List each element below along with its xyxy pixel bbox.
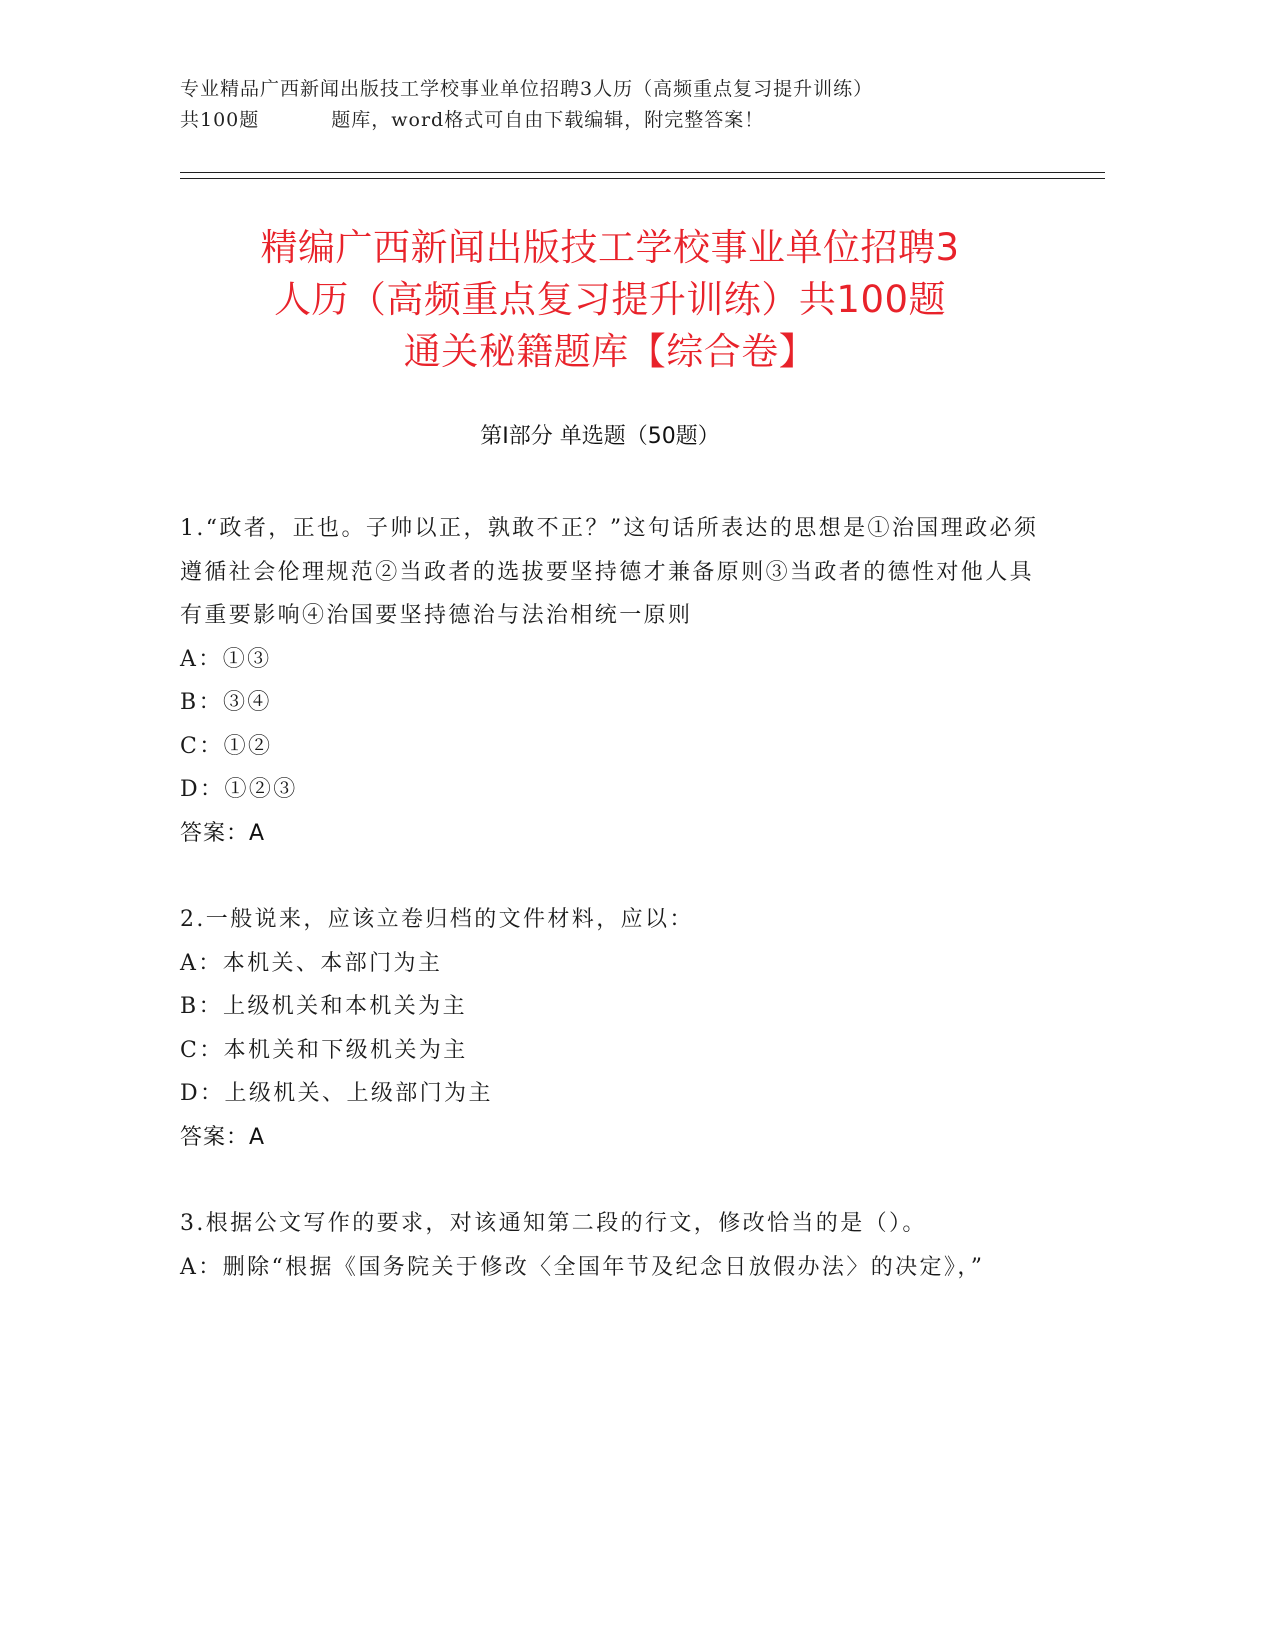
question-stem: 3.根据公文写作的要求，对该通知第二段的行文，修改恰当的是（）。 (180, 1211, 927, 1236)
option-b: B：上级机关和本机关为主 (180, 994, 467, 1019)
option-a: A：本机关、本部门为主 (180, 950, 443, 976)
option-c: C：①② (180, 733, 273, 759)
question-stem: 1.“政者，正也。子帅以正，孰敢不正？”这句话所表达的思想是①治国理政必须遵循社会伦理规范②当政者的选拔要坚持德才兼备原则③当政者的德性对他人具有重要影响④治国要坚持德治与法治相统一原则 (180, 516, 1039, 628)
question-1 (180, 507, 1040, 855)
question-list (180, 507, 1040, 1289)
question-3 (180, 1202, 1040, 1289)
header-divider-bottom (180, 178, 1105, 179)
title-line-3: 通关秘籍题库【综合卷】 (403, 330, 817, 373)
document-title (150, 222, 1070, 378)
section-heading: 第Ⅰ部分 单选题（50题） (480, 424, 720, 449)
option-b: B：③④ (180, 690, 272, 715)
option-d: D：上级机关、上级部门为主 (180, 1081, 493, 1106)
header-divider-top (180, 172, 1105, 173)
header-line-2-right: 题库，word格式可自由下载编辑，附完整答案！ (331, 109, 765, 131)
question-2 (180, 898, 1040, 1159)
option-a: A：删除“根据《国务院关于修改〈全国年节及纪念日放假办法〉的决定》，” (180, 1254, 985, 1280)
option-a: A：①③ (180, 646, 272, 672)
header-line-2 (180, 105, 1080, 136)
header-line-1: 专业精品广西新闻出版技工学校事业单位招聘3人历（高频重点复习提升训练） (180, 78, 874, 100)
title-line-1: 精编广西新闻出版技工学校事业单位招聘3 (260, 226, 960, 269)
answer-line: 答案：A (180, 1124, 266, 1150)
title-line-2: 人历（高频重点复习提升训练）共100题 (273, 278, 947, 321)
option-d: D：①②③ (180, 777, 298, 802)
document-header (180, 74, 1080, 136)
option-c: C：本机关和下级机关为主 (180, 1037, 468, 1063)
header-line-2-left: 共100题 (180, 109, 260, 131)
answer-line: 答案：A (180, 820, 266, 846)
question-stem: 2.一般说来，应该立卷归档的文件材料，应以： (180, 907, 694, 932)
